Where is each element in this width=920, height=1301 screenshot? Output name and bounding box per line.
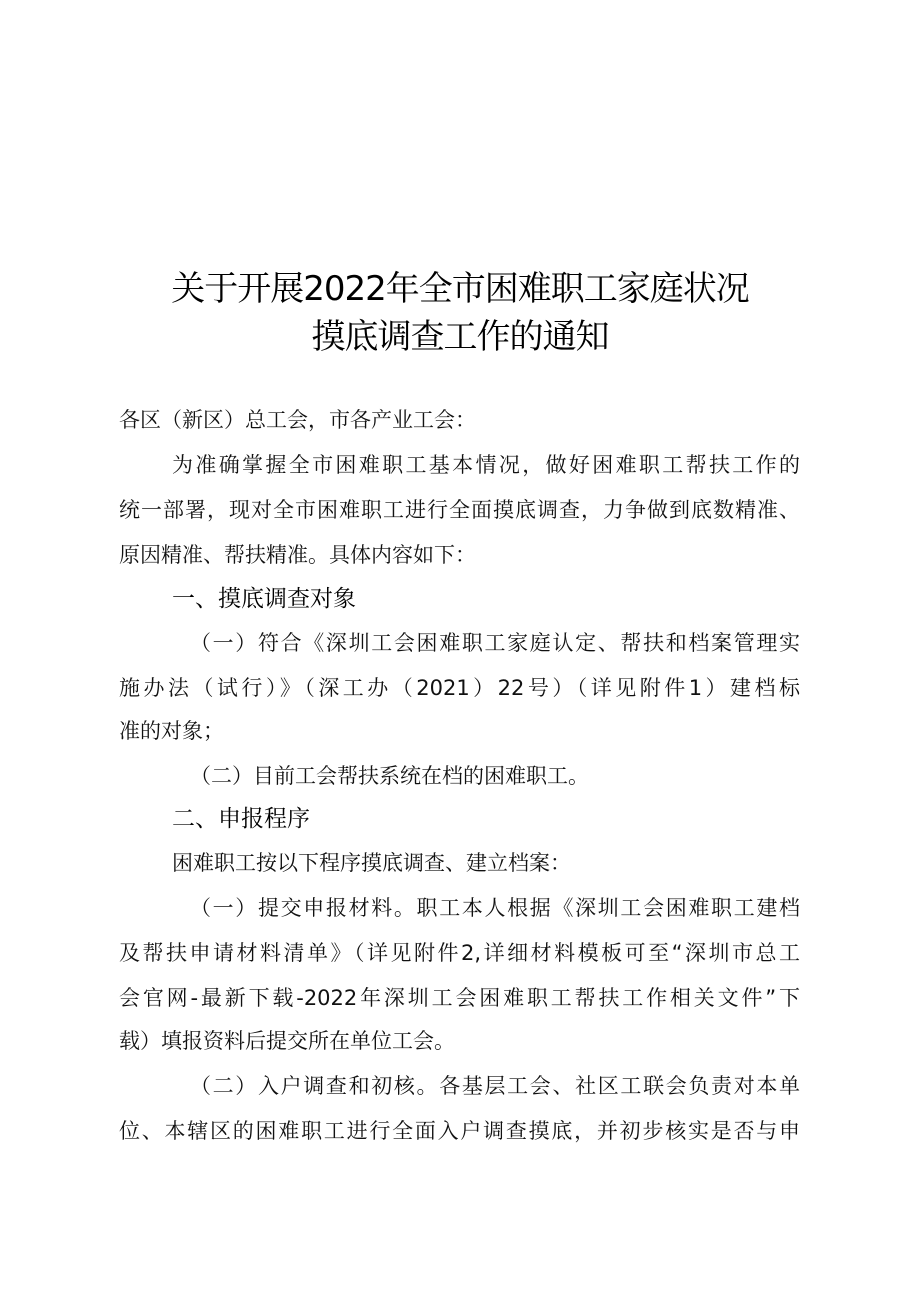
- addressee: 各区（新区）总工会，市各产业工会：: [119, 408, 476, 432]
- section2-item1-line-4: 载）填报资料后提交所在单位工会。: [119, 1029, 455, 1053]
- section2-item1-line-2: 及帮扶申请材料清单》（详见附件2,详细材料模板可至“深圳市总工: [119, 941, 800, 965]
- document-title-line-1: 关于开展2022年全市困难职工家庭状况: [171, 269, 749, 309]
- section2-item1-line-3: 会官网-最新下载-2022年深圳工会困难职工帮扶工作相关文件”下: [119, 986, 800, 1010]
- section1-item1-line-3: 准的对象；: [119, 719, 224, 743]
- section2-heading: 二、申报程序: [172, 806, 310, 832]
- section2-item1-line-1: （一）提交申报材料。职工本人根据《深圳工会困难职工建档: [190, 896, 800, 920]
- document-title-line-2: 摸底调查工作的通知: [311, 317, 609, 357]
- intro-line-3: 原因精准、帮扶精准。具体内容如下：: [119, 543, 476, 567]
- section1-item1-line-1: （一）符合《深圳工会困难职工家庭认定、帮扶和档案管理实: [190, 631, 800, 655]
- intro-line-1: 为准确掌握全市困难职工基本情况，做好困难职工帮扶工作的: [172, 453, 800, 477]
- section1-item2: （二）目前工会帮扶系统在档的困难职工。: [190, 764, 589, 788]
- section1-heading: 一、摸底调查对象: [172, 586, 356, 612]
- section1-item1-line-2: 施办法（试行）》（深工办（2021）22号）（详见附件1）建档标: [119, 676, 800, 700]
- section2-intro: 困难职工按以下程序摸底调查、建立档案：: [172, 851, 571, 875]
- intro-line-2: 统一部署，现对全市困难职工进行全面摸底调查，力争做到底数精准、: [119, 498, 800, 522]
- section2-item2-line-2: 位、本辖区的困难职工进行全面入户调查摸底，并初步核实是否与申: [119, 1119, 800, 1143]
- section2-item2-line-1: （二）入户调查和初核。各基层工会、社区工联会负责对本单: [190, 1074, 800, 1098]
